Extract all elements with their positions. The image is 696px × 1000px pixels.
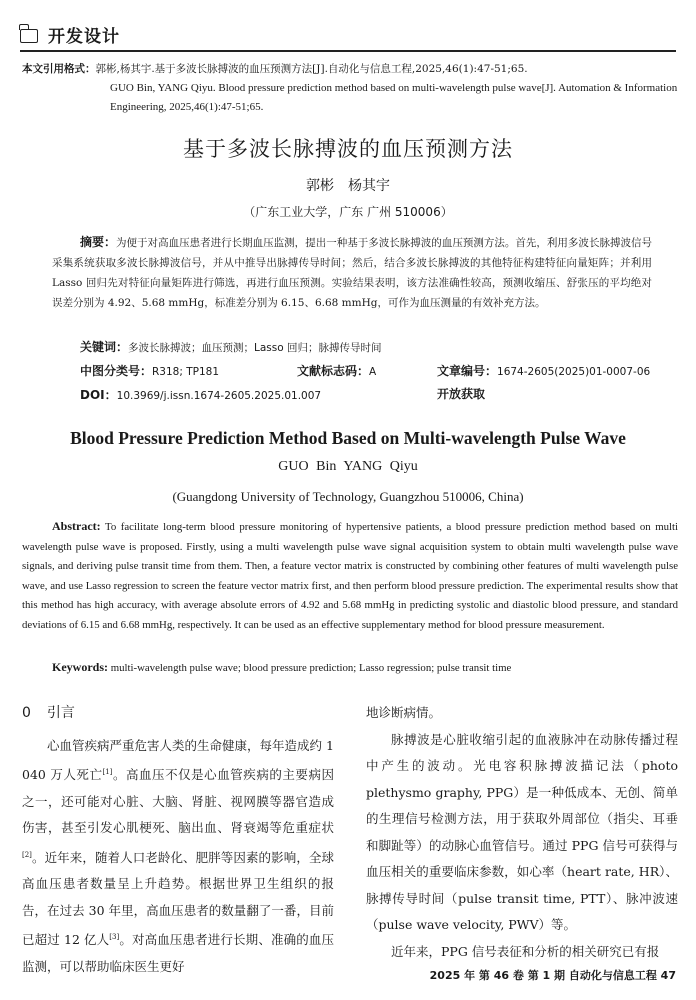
reference-2: [2] (22, 850, 32, 859)
citation-label: 本文引用格式： (22, 63, 96, 75)
artno-label: 文章编号： (437, 364, 498, 378)
keywords-en-text: multi-wavelength pulse wave; blood pressure prediction; Lasso regression; pulse transit time (110, 662, 512, 674)
doccode-label: 文献标志码： (297, 364, 370, 378)
authors-cn: 郭彬 杨其宇 (306, 178, 390, 194)
abstract-cn (52, 232, 652, 313)
title-en: Blood Pressure Prediction Method Based on Multi-wavelength Pulse Wave (70, 428, 626, 448)
citation-en: GUO Bin, YANG Qiyu. Blood pressure prediction method based on multi-wavelength pulse wave[J]. Automation & Information Engineering, 2025,46(1):47-51;65. (110, 82, 678, 113)
citation-block (22, 60, 682, 117)
doi (80, 386, 321, 403)
abstract-en-text: To facilitate long-term blood pressure monitoring of hypertensive patients, a blood pressure prediction method based on multi wavelength pulse wave is proposed. Firstly, using a multi wavelength pulse wave signal acquisition system to obtain multi wavelength pulse wave signals, and deriving pulse transit time from them. Then, a feature vector matrix is constructed by combining other features of multi wavelength pulse wave, and use Lasso regression to screen the feature vector matrix first, and then perform blood pressure prediction. The experimental results show that this method has high accuracy, with average absolute errors of 4.92 and 5.68 mmHg in predicting systolic and diastolic blood pressure, and standard deviations of 6.15 and 6.68 mmHg, respectively. It can be used as an effective supplementary method for blood pressure measurement. (22, 521, 678, 631)
abstract-en (22, 517, 678, 636)
keywords-en-label: Keywords: (52, 660, 108, 674)
section-heading (22, 700, 334, 727)
doi-value: 10.3969/j.issn.1674-2605.2025.01.007 (116, 390, 322, 402)
open-access-badge: 开放获取 (437, 387, 486, 401)
keywords-en (52, 660, 511, 675)
page-header (20, 18, 676, 52)
abstract-cn-label: 摘要： (80, 235, 117, 249)
title-cn: 基于多波长脉搏波的血压预测方法 (183, 137, 513, 161)
text-run: 。高血压不仅是心血管疾病的主要病因之一，还可能对心脏、大脑、肾脏、视网膜等器官造成伤害，甚至引发心肌梗死、脑出血、肾衰竭等危重症状 (22, 767, 334, 836)
reference-1: [1] (102, 768, 113, 776)
doccode-value: A (369, 366, 377, 378)
section-title: 引言 (46, 705, 75, 721)
keywords-cn (80, 338, 382, 355)
citation-cn: 郭彬,杨其宇.基于多波长脉搏波的血压预测方法[J].自动化与信息工程,2025,46(1):47-51;65. (95, 63, 528, 75)
section-number: 0 (22, 705, 31, 721)
text-run: 。对高血压患者进行长期、准确的血压监测，可以帮助临床医生更好 (22, 932, 334, 974)
affiliation-en: (Guangdong University of Technology, Guangzhou 510006, China) (172, 489, 524, 504)
clc-value: R318; TP181 (152, 366, 220, 378)
clc-label: 中图分类号： (80, 364, 153, 378)
doi-label: DOI： (80, 388, 117, 402)
clc-number (80, 362, 219, 379)
folder-icon (20, 29, 38, 43)
authors-en: GUO Bin YANG Qiyu (278, 459, 418, 474)
paragraph: 脉搏波是心脏收缩引起的血液脉冲在动脉传播过程中产生的波动。光电容积脉搏波描记法（photo plethysmo graphy, PPG）是一种低成本、无创、简单的生理信号检测方法，用于获取外周部位（指尖、耳垂和脚趾等）的动脉心血管信号。通过 PPG 信号可获得与血压相关的重要临床参数，如心率（heart rate, HR）、脉搏传导时间（pulse transit time, PTT）、脉冲波速（pulse wave velocity, PWV）等。 (366, 731, 678, 932)
body-column-right (366, 700, 678, 965)
page-footer: 2025 年 第 46 卷 第 1 期 自动化与信息工程 47 (429, 969, 676, 982)
abstract-cn-text: 为便于对高血压患者进行长期血压监测，提出一种基于多波长脉搏波的血压预测方法。首先，利用多波长脉搏波信号采集系统获取多波长脉搏波信号，并从中推导出脉搏传导时间；然后，结合多波长脉搏波的其他特征构建特征向量矩阵；并利用 Lasso 回归先对特征向量矩阵进行筛选，再进行血压预测。实验结果表明，该方法准确性较高，预测收缩压、舒张压的平均绝对误差分别为 4.92、5.68 mmHg，标准差分别为 6.15、6.68 mmHg，可作为血压测量的有效补充方法。 (52, 237, 652, 309)
artno-value: 1674-2605(2025)01-0007-06 (497, 366, 651, 378)
body-column-left (22, 700, 334, 980)
text-run: 心血管疾病严重危害人类的生命健康，每年造成约 1 040 万人死亡 (22, 737, 334, 783)
article-number (437, 362, 650, 379)
document-code (297, 362, 376, 379)
affiliation-cn: （广东工业大学，广东 广州 510006） (243, 205, 453, 219)
keywords-cn-text: 多波长脉搏波；血压预测；Lasso 回归；脉搏传导时间 (128, 342, 382, 354)
paragraph (22, 733, 334, 981)
paragraph-continuation: 地诊断病情。 (366, 705, 442, 720)
text-run: 。近年来，随着人口老龄化、肥胖等因素的影响，全球高血压患者数量呈上升趋势。根据世界卫生组织的报告，在过去 30 年里，高血压患者的数量翻了一番，目前已超过 12 亿人 (22, 849, 334, 948)
abstract-en-label: Abstract: (52, 519, 101, 533)
paragraph: 近年来，PPG 信号表征和分析的相关研究已有报 (391, 943, 660, 959)
keywords-cn-label: 关键词： (80, 340, 129, 354)
section-name: 开发设计 (48, 26, 120, 47)
reference-3: [3] (109, 933, 120, 942)
